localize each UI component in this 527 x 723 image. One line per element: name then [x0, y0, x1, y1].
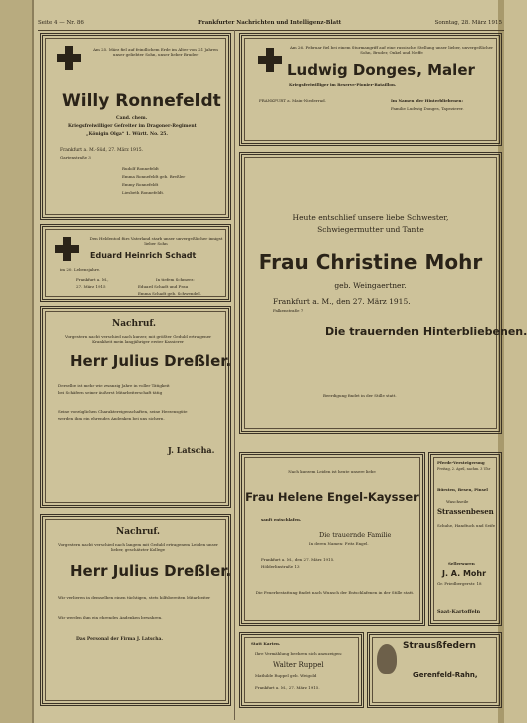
place-date: Frankfurt a. M., 27. März 1915. — [255, 685, 320, 690]
header-rule — [38, 30, 504, 31]
wedding-announcement — [239, 632, 364, 708]
obituary-ronnefeldt — [40, 33, 231, 220]
body-line-4: werden ihm ein ehrendes Andenken bei uns sichern. — [58, 416, 165, 421]
header-right: Sonntag, 28. März 1915 — [434, 20, 502, 26]
age-line: im 20. Lebensjahre. — [60, 267, 101, 272]
grief-line: Im Namen der Hinterbliebenen: — [391, 98, 463, 103]
ad-company: Gerenfeld-Rahn, — [413, 671, 478, 679]
address: Falkenstraße 7 — [273, 308, 304, 313]
body-line-1: Wir verlieren in demselben einen tüchtigen, stets hilfsbereiten Mitarbeiter — [58, 595, 211, 600]
body-line-2: bei Schäfern seiner äußerst Mitarbeiterschaft tätig — [58, 390, 163, 395]
date: 27. März 1915 — [76, 284, 106, 289]
feather-icon — [377, 644, 397, 674]
family-4: Liesbeth Ronnefeldt. — [122, 190, 165, 195]
intro-text: Am 26. Februar fiel bei einem Sturmangriff auf eine russische Stellung unser lieber, unvergeßlicher Sohn, Bruder, Onkel und Neffe — [289, 45, 494, 56]
nachruf-title: Nachruf. — [112, 319, 157, 329]
obituary-dressler-2 — [40, 514, 231, 706]
regiment-line: Kriegsfreiwilliger Gefreiter im Dragoner-Regiment — [68, 124, 197, 129]
deceased-name: Frau Helene Engel-Kaysser — [245, 490, 419, 504]
family-1: Rudolf Ronnefeldt — [122, 166, 159, 171]
intro-line-1: Heute entschlief unsere liebe Schwester, — [292, 213, 449, 222]
intro-text: Den Heldentod fürs Vaterland starb unser unvergeßlicher innigst lieber Sohn — [89, 236, 223, 246]
regiment-name: „Königin Olga“ 1. Württ. No. 25. — [86, 132, 168, 137]
obituary-schadt — [40, 224, 231, 302]
intro-text: Nach kurzem Leiden ist heute unsere liebe — [288, 469, 376, 474]
intro-text: Vorgestern nacht verschied nach kurzer, mit größter Geduld ertragener Krankheit mein langjähriger erster Kassierer — [65, 334, 211, 345]
classified-4-title: Sellerwaren — [448, 561, 475, 566]
family-line: Eduard Schadt und Frau — [138, 284, 189, 289]
title-line: Cand. chem. — [116, 116, 148, 121]
place-date: Frankfurt a. M., den 27. März 1915. — [261, 557, 335, 562]
burial-line: Beerdigung findet in der Stille statt. — [323, 393, 397, 398]
iron-cross-icon — [257, 47, 283, 73]
iron-cross-icon — [54, 236, 80, 262]
obituary-dressler-1 — [40, 306, 231, 508]
body-line-3: Seine vorzüglichen Charaktereigenschaften, seine Herzensgüte — [58, 409, 188, 414]
ostrich-feather-ad — [367, 632, 502, 708]
grief-line: In tiefem Schmerz: — [156, 277, 195, 282]
nachruf-title: Nachruf. — [116, 527, 161, 537]
signature: J. Latscha. — [168, 445, 215, 455]
classified-1-title: Pferde-Versteigerung — [437, 460, 485, 465]
address: Hölderlinstraße 13 — [261, 564, 300, 569]
intro-text: Vorgestern nacht verschied nach langem mit Geduld ertragenem Leiden unser lieber, geschätzter Kollege — [58, 542, 218, 553]
mourners-line: Die trauernden Hinterbliebenen. — [325, 325, 527, 338]
column-separator — [234, 30, 235, 720]
place-date: Frankfurt a. M., den 27. März 1915. — [273, 297, 411, 306]
deceased-name: Eduard Heinrich Schadt — [90, 251, 197, 260]
place: Frankfurt a. M., — [76, 277, 109, 282]
groom-name: Walter Ruppel — [273, 661, 324, 669]
iron-cross-icon — [56, 45, 82, 71]
deceased-name: Herr Julius Dreßler. — [70, 352, 232, 370]
bride-name: Mathilde Ruppel geb. Weigold — [255, 673, 317, 678]
mourners-line: Die trauernde Familie — [319, 531, 392, 539]
classified-3-title: Schuhe, Handtuch und Seife — [437, 523, 496, 528]
place: FRANKFURT a. Main-Niederrad. — [259, 98, 326, 103]
classified-2-big: Strassenbesen — [437, 507, 494, 516]
deceased-name: Ludwig Donges, Maler — [287, 61, 475, 79]
obituary-engel-kaysser — [239, 452, 425, 626]
announce-line: Ihre Vermählung beehren sich anzuzeigen: — [255, 651, 343, 656]
classified-1-text: Freitag, 2. April, nachm. 3 Uhr — [437, 467, 491, 471]
family-line-2: Emma Schadt geb. Schwendel. — [138, 291, 201, 296]
burial-line: Die Feuerbestattung findet nach Wunsch der Entschlafenen in der Stille statt. — [255, 590, 415, 595]
born-line: geb. Weingaertner. — [334, 281, 407, 290]
deceased-name: Herr Julius Dreßler. — [70, 562, 232, 580]
intro-line-2: Schwiegermutter und Tante — [317, 225, 424, 234]
classified-4-name: J. A. Mohr — [442, 569, 487, 578]
obituary-mohr — [239, 152, 527, 434]
classified-4-addr: Gr. Friedbergerstr. 18 — [437, 581, 482, 586]
family-3: Emmy Ronnefeldt — [122, 182, 159, 187]
names-line: In deren Namen: Fritz Engel. — [309, 541, 369, 546]
address: Gartenstraße 3 — [60, 155, 91, 160]
header-center: Frankfurter Nachrichten und Intelligenz-Blatt — [198, 20, 342, 26]
unit-line: Kriegsfreiwilliger im Reserve-Pionier-Bataillon. — [289, 82, 397, 87]
obituary-donges — [239, 33, 502, 146]
place-date: Frankfurt a. M.-Süd, 27. März 1915. — [60, 148, 144, 153]
family-2: Emma Ronnefeldt geb. Breßler — [122, 174, 186, 179]
signature: Das Personal der Firma J. Latscha. — [76, 637, 163, 642]
intro-text: Am 25. März fiel auf feindlichem Erde im Alter von 21 Jahren unser geliebter Sohn, unser lieber Bruder — [93, 47, 218, 57]
ad-headline: Strausßfedern — [403, 641, 476, 651]
sub-line: sanft entschlafen. — [261, 517, 302, 522]
classified-5-title: Saat-Kartoffeln — [437, 609, 481, 615]
family-line: Familie Ludwig Donges, Tapezierer. — [391, 106, 464, 111]
deceased-name: Frau Christine Mohr — [258, 250, 483, 274]
header-left: Seite 4 — Nr. 86 — [38, 20, 84, 26]
deceased-name: Willy Ronnefeldt — [62, 91, 221, 111]
classified-2-line: Waschseile — [446, 499, 469, 504]
classified-column — [428, 452, 502, 626]
body-line-2: Wir werden ihm ein ehrendes Andenken bewahren. — [58, 615, 163, 620]
classified-2-title: Bürsten, Besen, Pinsel — [437, 487, 488, 492]
header-line: Statt Karten. — [251, 641, 281, 646]
body-line-1: Derselbe ist mehr wie zwanzig Jahre in voller Tätigkeit — [58, 383, 170, 388]
binding-gutter — [0, 0, 34, 723]
